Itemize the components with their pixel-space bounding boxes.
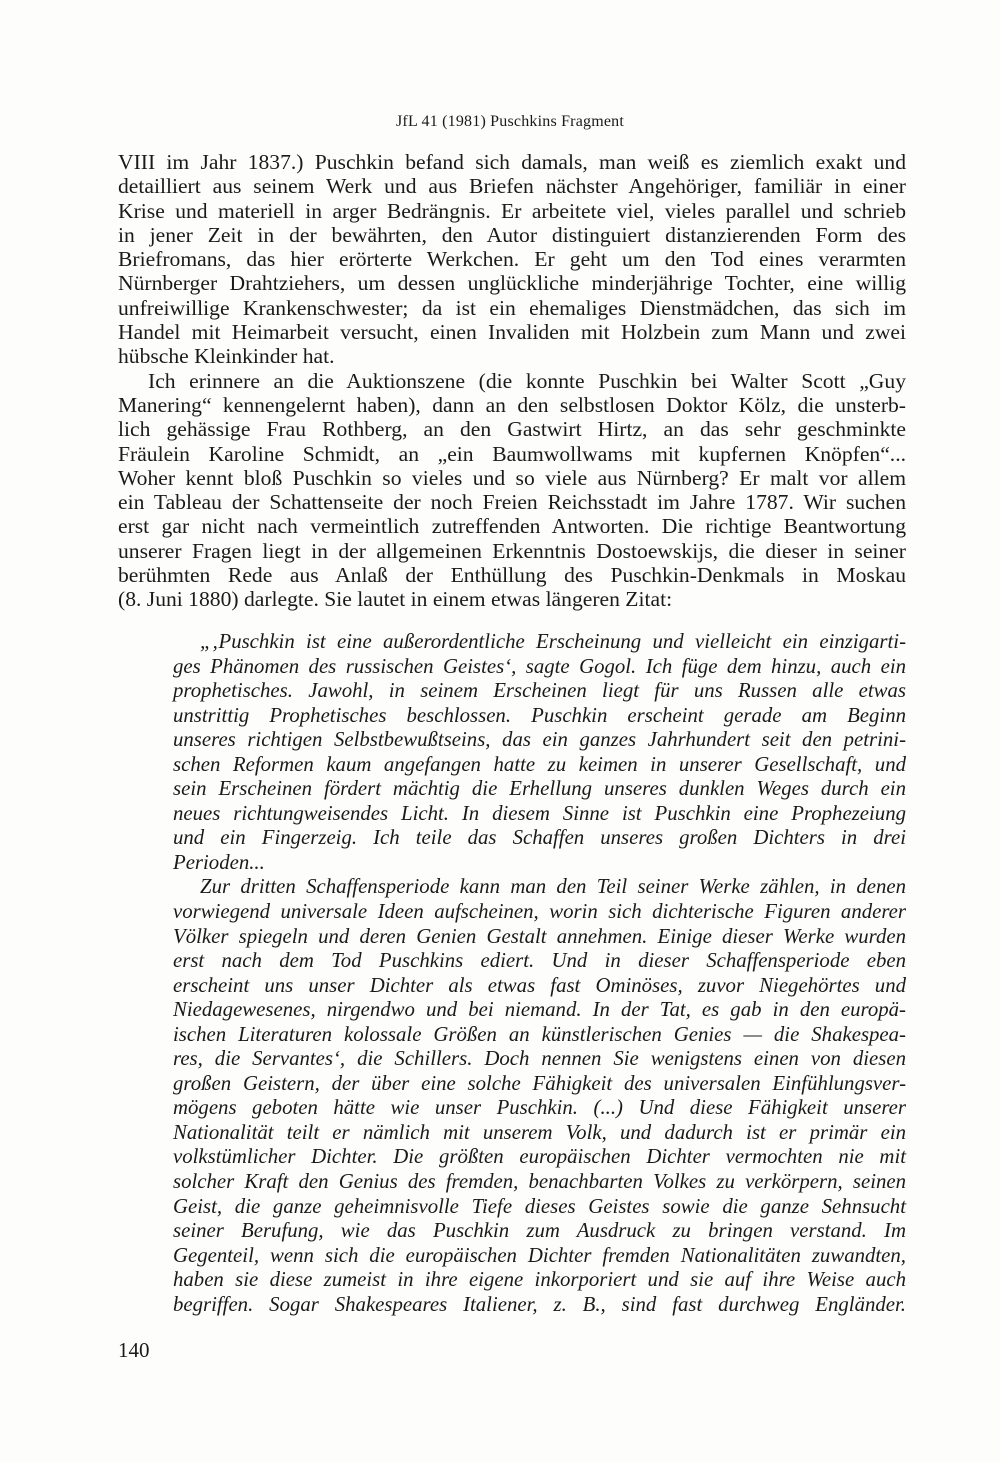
quote-line: vorwiegend universale Ideen aufscheinen, worin sich dichterische Figuren anderer [173, 900, 906, 924]
text-line: lich gehässige Frau Rothberg, an den Gastwirt Hirtz, an das sehr geschminkte [118, 417, 906, 442]
quote-line: ges Phänomen des russischen Geistes‘, sagte Gogol. Ich füge dem hinzu, auch ein [173, 654, 906, 678]
text-line: Handel mit Heimarbeit versucht, einen Invaliden mit Holzbein zum Mann und zwei [118, 320, 906, 345]
text-line: Krise und materiell in arger Bedrängnis. Er arbeitete viel, vieles parallel und schrieb [118, 198, 906, 223]
text-line: ein Tableau der Schattenseite der noch Freien Reichsstadt im Jahre 1787. Wir suchen [118, 490, 906, 515]
quote-line: Gegenteil, wenn sich die europäischen Dichter fremden Nationalitäten zuwandten, [173, 1243, 906, 1267]
running-head: JfL 41 (1981) Puschkins Fragment [395, 113, 624, 130]
quote-line: Perioden... [173, 850, 265, 874]
quote-line: sein Erscheinen fördert mächtig die Erhellung unseres dunklen Weges durch ein [173, 777, 906, 801]
text-line: berühmten Rede aus Anlaß der Enthüllung des Puschkin-Denkmals in Moskau [118, 563, 906, 588]
quote-line: volkstümlicher Dichter. Die größten europäischen Dichter vermochten nie mit [173, 1145, 906, 1169]
quote-line: seiner Berufung, wie das Puschkin zum Ausdruck zu bringen verstand. Im [173, 1219, 906, 1243]
text-line: Nürnberger Drahtziehers, um dessen unglückliche minderjährige Tochter, eine willig [118, 271, 906, 296]
quote-line: neues richtungweisendes Licht. In diesem Sinne ist Puschkin eine Prophezeiung [173, 801, 906, 825]
page-number: 140 [118, 1338, 150, 1362]
text-line: Manering“ kennengelernt haben), dann an den selbstlosen Doktor Kölz, die unsterb- [118, 392, 906, 417]
quote-line: Niedagewesenes, nirgendwo und bei niemand. In der Tat, es gab in den europä- [173, 998, 906, 1022]
text-line: VIII im Jahr 1837.) Puschkin befand sich damals, man weiß es ziemlich exakt und [118, 150, 906, 174]
text-line: Fräulein Karoline Schmidt, an „ein Baumwollwams mit kupfernen Knöpfen“... [118, 441, 906, 466]
quote-line: „‚Puschkin ist eine außerordentliche Erscheinung und vielleicht ein einzigarti- [200, 630, 906, 653]
text-line: hübsche Kleinkinder hat. [118, 344, 335, 369]
text-line: Ich erinnere an die Auktionszene (die konnte Puschkin bei Walter Scott „Guy [148, 368, 906, 393]
quote-line: mögens geboten hätte wie unser Puschkin. (...) Und diese Fähigkeit unserer [173, 1096, 906, 1120]
quote-line: erst nach dem Tod Puschkins ediert. Und in dieser Schaffensperiode eben [173, 949, 906, 973]
quote-line: erscheint uns unser Dichter als etwas fast Ominöses, zuvor Niegehörtes und [173, 973, 906, 997]
block-quote [173, 630, 906, 1317]
text-line: unserer Fragen liegt in der allgemeinen Erkenntnis Dostoewskijs, die dieser in seiner [118, 538, 906, 563]
text-line: detailliert aus seinem Werk und aus Briefen nächster Angehöriger, familiär in einer [118, 174, 906, 199]
quote-line: prophetisches. Jawohl, in seinem Erscheinen liegt für uns Russen alle etwas [173, 679, 906, 703]
text-line: (8. Juni 1880) darlegte. Sie lautet in einem etwas längeren Zitat: [118, 587, 673, 612]
body-text [118, 150, 906, 612]
quote-line: unstrittig Prophetisches beschlossen. Puschkin erscheint gerade am Beginn [173, 703, 906, 727]
quote-line: schen Reformen kaum angefangen hatte zu keimen in unserer Gesellschaft, und [173, 752, 906, 776]
quote-line: begriffen. Sogar Shakespeares Italiener, z. B., sind fast durchweg Engländer. [173, 1292, 906, 1316]
quote-line: unseres richtigen Selbstbewußtseins, das ein ganzes Jahrhundert seit den petrini- [173, 728, 906, 752]
quote-line: Völker spiegeln und deren Genien Gestalt annehmen. Einige dieser Werke wurden [173, 924, 906, 948]
text-line: Briefromans, das hier erörterte Werkchen. Er geht um den Tod eines verarmten [118, 247, 906, 272]
quote-line: Nationalität teilt er nämlich mit unserem Volk, und dadurch ist er primär ein [173, 1120, 906, 1144]
quote-line: solcher Kraft den Genius des fremden, benachbarten Volkes zu verkörpern, seinen [173, 1170, 906, 1194]
text-line: erst gar nicht nach vermeintlich zutreffenden Antworten. Die richtige Beantwortung [118, 514, 906, 539]
quote-line: großen Geistern, der über eine solche Fähigkeit des universalen Einfühlungsver- [173, 1071, 906, 1095]
quote-line: res, die Servantes‘, die Schillers. Doch nennen Sie wenigstens einen von diesen [173, 1047, 906, 1071]
quote-line: Geist, die ganze geheimnisvolle Tiefe dieses Geistes sowie die ganze Sehnsucht [173, 1194, 906, 1218]
text-line: unfreiwillige Krankenschwester; da ist ein ehemaliges Dienstmädchen, das sich im [118, 295, 906, 320]
text-line: Woher kennt bloß Puschkin so vieles und so viele aus Nürnberg? Er malt vor allem [118, 465, 906, 490]
text-line: in jener Zeit in der bewährten, den Autor distinguiert distanzierenden Form des [118, 222, 906, 247]
quote-line: und ein Fingerzeig. Ich teile das Schaffen unseres großen Dichters in drei [173, 826, 906, 850]
quote-line: ischen Literaturen kolossale Größen an künstlerischen Genies — die Shakespea- [173, 1022, 906, 1046]
quote-line: haben sie diese zumeist in ihre eigene inkorporiert und sie auf ihre Weise auch [173, 1268, 906, 1292]
quote-line: Zur dritten Schaffensperiode kann man den Teil seiner Werke zählen, in denen [200, 875, 906, 899]
